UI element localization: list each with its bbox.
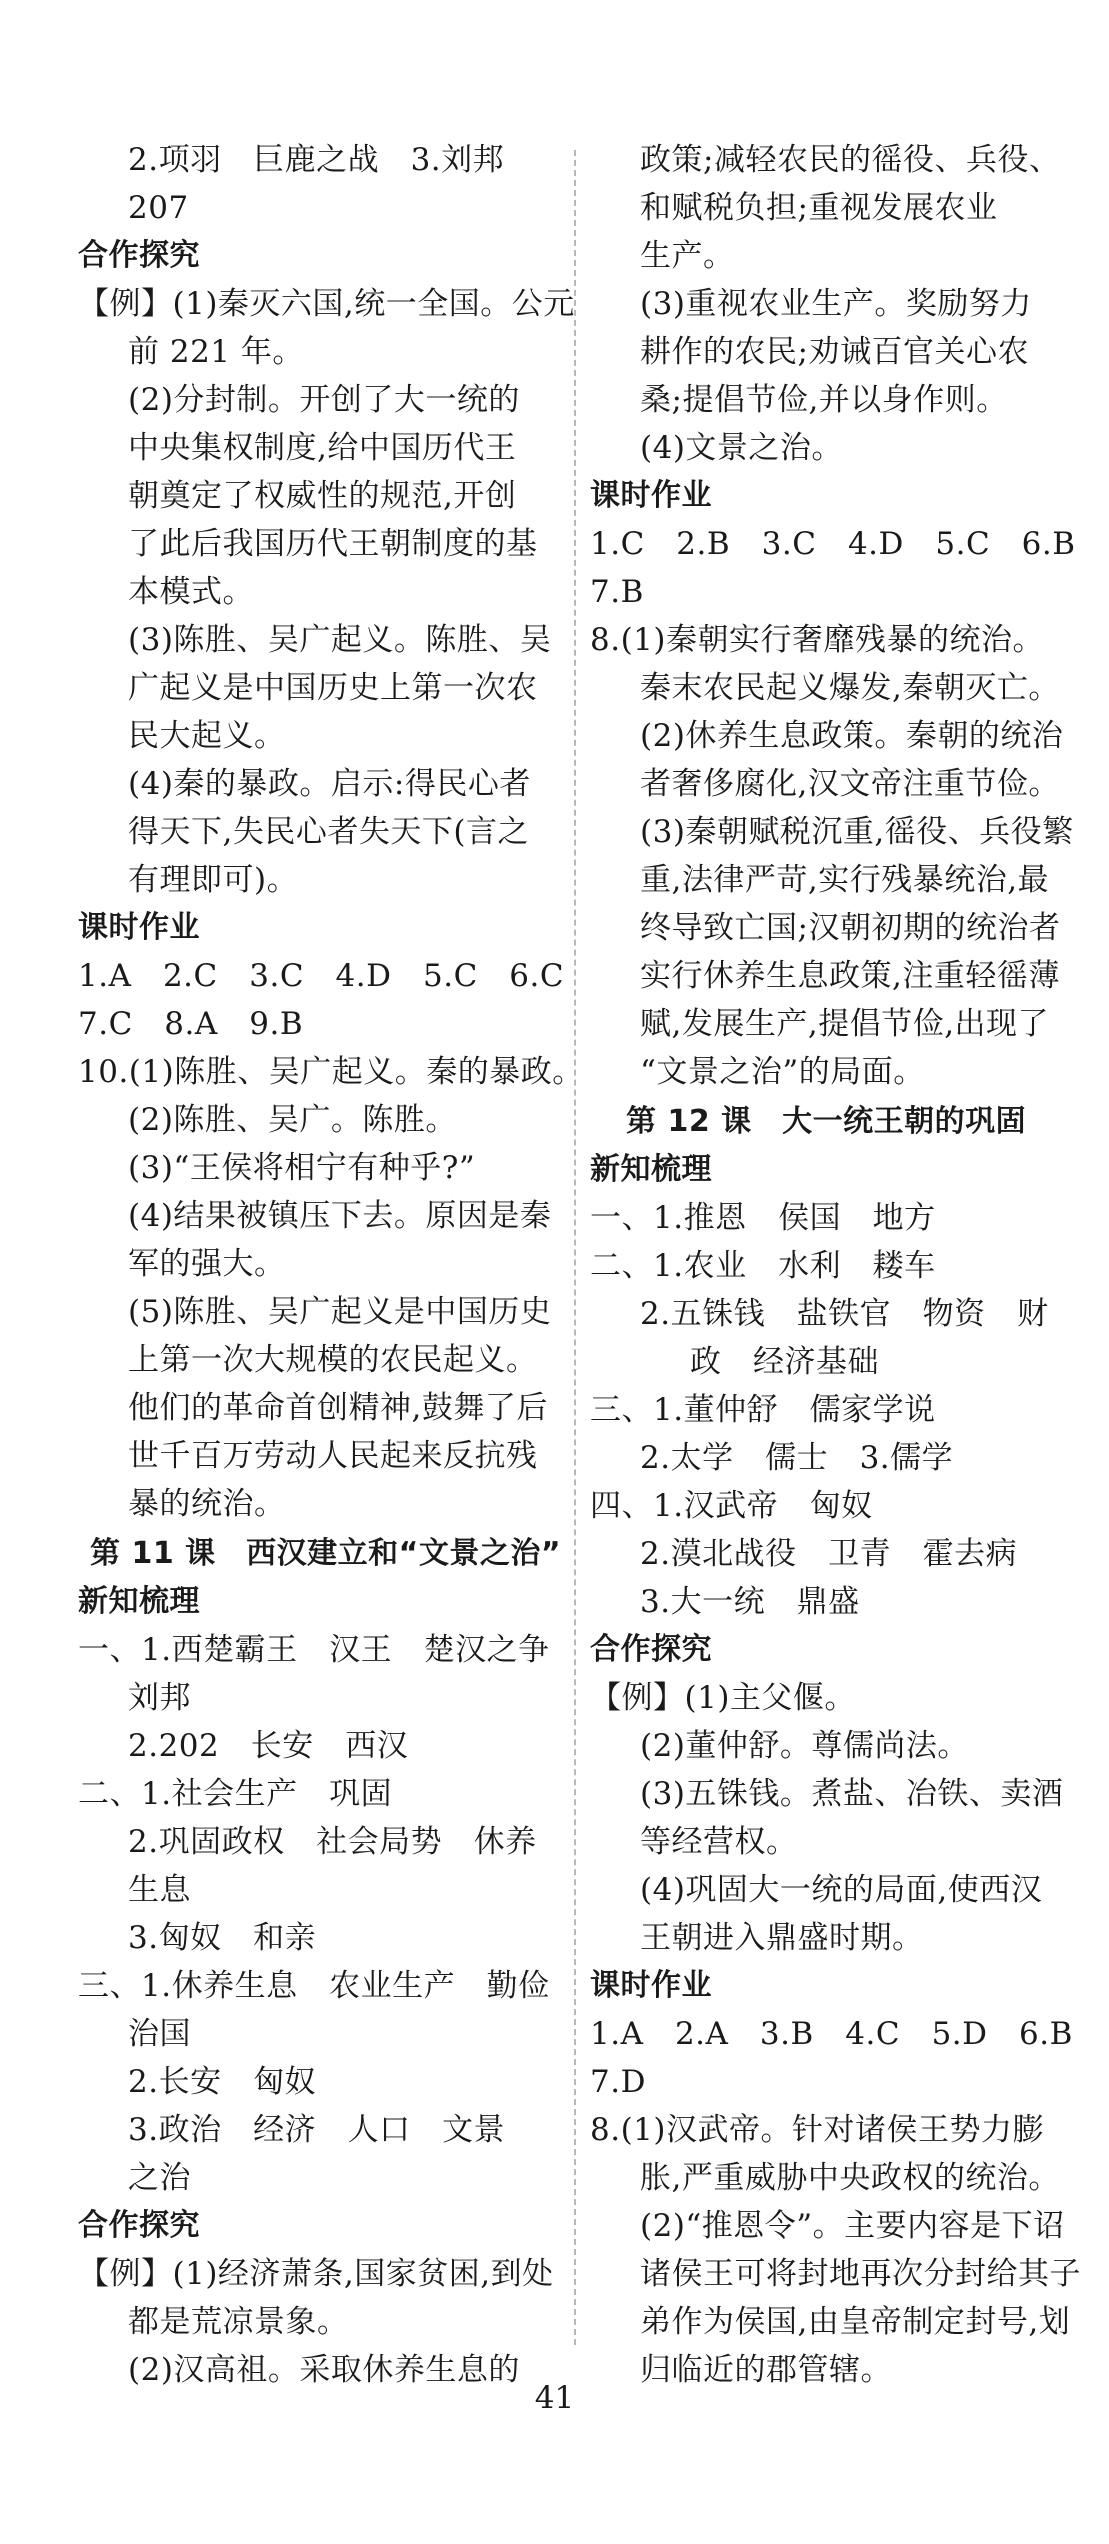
text-line: 军的强大。 bbox=[128, 1246, 286, 1282]
text-line: 政策;减轻农民的徭役、兵役、 bbox=[640, 142, 1061, 178]
text-line: 一、1.西楚霸王 汉王 楚汉之争 bbox=[78, 1632, 550, 1668]
text-line: (2)“推恩令”。主要内容是下诏 bbox=[640, 2208, 1065, 2244]
text-line: 2.太学 儒士 3.儒学 bbox=[640, 1440, 954, 1476]
text-line: (3)“王侯将相宁有种乎?” bbox=[128, 1150, 476, 1186]
answer-key-line: 1.A 2.A 3.B 4.C 5.D 6.B bbox=[590, 2016, 1073, 2052]
section-heading: 新知梳理 bbox=[590, 1152, 712, 1187]
answer-key-line: 7.B bbox=[590, 574, 644, 610]
text-line: 王朝进入鼎盛时期。 bbox=[640, 1920, 924, 1956]
text-line: 弟作为侯国,由皇帝制定封号,划 bbox=[640, 2304, 1071, 2340]
text-line: 民大起义。 bbox=[128, 718, 286, 754]
text-line: 本模式。 bbox=[128, 574, 254, 610]
text-line: (2)汉高祖。采取休养生息的 bbox=[128, 2352, 520, 2388]
section-heading: 课时作业 bbox=[78, 910, 200, 945]
text-line: (4)秦的暴政。启示:得民心者 bbox=[128, 766, 531, 802]
text-line: 赋,发展生产,提倡节俭,出现了 bbox=[640, 1006, 1050, 1042]
text-line: (2)分封制。开创了大一统的 bbox=[128, 382, 520, 418]
text-line: 耕作的农民;劝诫百官关心农 bbox=[640, 334, 1029, 370]
text-line: 有理即可)。 bbox=[128, 862, 299, 898]
section-heading: 课时作业 bbox=[590, 1968, 712, 2003]
text-line: 生产。 bbox=[640, 238, 735, 274]
text-line: 中央集权制度,给中国历代王 bbox=[128, 430, 517, 466]
text-line: 暴的统治。 bbox=[128, 1486, 286, 1522]
text-line: 胀,严重威胁中央政权的统治。 bbox=[640, 2160, 1060, 2196]
text-line: 秦末农民起义爆发,秦朝灭亡。 bbox=[640, 670, 1060, 706]
text-line: 上第一次大规模的农民起义。 bbox=[128, 1342, 538, 1378]
text-line: 归临近的郡管辖。 bbox=[640, 2352, 892, 2388]
page-number: 41 bbox=[534, 2380, 575, 2416]
text-line: 朝奠定了权威性的规范,开创 bbox=[128, 478, 517, 514]
text-line: 8.(1)汉武帝。针对诸侯王势力膨 bbox=[590, 2112, 1044, 2148]
text-line: 了此后我国历代王朝制度的基 bbox=[128, 526, 538, 562]
text-line: 治国 bbox=[128, 2016, 191, 2052]
text-line: 三、1.董仲舒 儒家学说 bbox=[590, 1392, 936, 1428]
text-line: (4)结果被镇压下去。原因是秦 bbox=[128, 1198, 552, 1234]
text-line: (4)文景之治。 bbox=[640, 430, 843, 466]
text-line: (2)休养生息政策。秦朝的统治 bbox=[640, 718, 1064, 754]
text-line: (5)陈胜、吴广起义是中国历史 bbox=[128, 1294, 552, 1330]
text-line: 二、1.社会生产 巩固 bbox=[78, 1776, 393, 1812]
text-line: 【例】(1)主父偃。 bbox=[590, 1680, 856, 1716]
text-line: 前 221 年。 bbox=[128, 334, 304, 370]
section-heading: 课时作业 bbox=[590, 478, 712, 513]
text-line: 和赋税负担;重视发展农业 bbox=[640, 190, 998, 226]
text-line: 终导致亡国;汉朝初期的统治者 bbox=[640, 910, 1061, 946]
text-line: 重,法律严苛,实行残暴统治,最 bbox=[640, 862, 1050, 898]
text-line: 生息 bbox=[128, 1872, 191, 1908]
text-line: 诸侯王可将封地再次分封给其子 bbox=[640, 2256, 1081, 2292]
text-line: 都是荒凉景象。 bbox=[128, 2304, 349, 2340]
column-divider bbox=[574, 150, 576, 2345]
section-heading: 合作探究 bbox=[78, 2208, 200, 2243]
text-line: 8.(1)秦朝实行奢靡残暴的统治。 bbox=[590, 622, 1044, 658]
text-line: 2.五铢钱 盐铁官 物资 财 bbox=[640, 1296, 1049, 1332]
text-line: (2)董仲舒。尊儒尚法。 bbox=[640, 1728, 969, 1764]
text-line: 2.巩固政权 社会局势 休养 bbox=[128, 1824, 537, 1860]
text-line: 二、1.农业 水利 耧车 bbox=[590, 1248, 936, 1284]
text-line: 刘邦 bbox=[128, 1680, 191, 1716]
text-line: 3.政治 经济 人口 文景 bbox=[128, 2112, 506, 2148]
text-line: 之治 bbox=[128, 2160, 191, 2196]
answer-key-line: 7.C 8.A 9.B bbox=[78, 1006, 304, 1042]
text-line: 世千百万劳动人民起来反抗残 bbox=[128, 1438, 538, 1474]
text-line: (3)陈胜、吴广起义。陈胜、吴 bbox=[128, 622, 552, 658]
text-line: 政 经济基础 bbox=[690, 1344, 879, 1380]
text-line: 实行休养生息政策,注重轻徭薄 bbox=[640, 958, 1060, 994]
lesson-title: 第 12 课 大一统王朝的巩固 bbox=[626, 1104, 1027, 1139]
text-line: 2.长安 匈奴 bbox=[128, 2064, 317, 2100]
text-line: (3)五铢钱。煮盐、冶铁、卖酒 bbox=[640, 1776, 1064, 1812]
text-line: (3)重视农业生产。奖励努力 bbox=[640, 286, 1032, 322]
text-line: 四、1.汉武帝 匈奴 bbox=[590, 1488, 873, 1524]
section-heading: 合作探究 bbox=[590, 1632, 712, 1667]
text-line: 者奢侈腐化,汉文帝注重节俭。 bbox=[640, 766, 1060, 802]
answer-key-line: 1.A 2.C 3.C 4.D 5.C 6.C bbox=[78, 958, 565, 994]
text-line: 207 bbox=[128, 190, 189, 226]
text-line: 广起义是中国历史上第一次农 bbox=[128, 670, 538, 706]
section-heading: 合作探究 bbox=[78, 238, 200, 273]
text-line: (4)巩固大一统的局面,使西汉 bbox=[640, 1872, 1043, 1908]
answer-key-line: 1.C 2.B 3.C 4.D 5.C 6.B bbox=[590, 526, 1076, 562]
text-line: 【例】(1)秦灭六国,统一全国。公元 bbox=[78, 286, 575, 322]
text-line: 2.202 长安 西汉 bbox=[128, 1728, 409, 1764]
text-line: 2.项羽 巨鹿之战 3.刘邦 bbox=[128, 142, 505, 178]
text-line: 三、1.休养生息 农业生产 勤俭 bbox=[78, 1968, 550, 2004]
lesson-title: 第 11 课 西汉建立和“文景之治” bbox=[90, 1536, 562, 1571]
text-line: 他们的革命首创精神,鼓舞了后 bbox=[128, 1390, 548, 1426]
text-line: (2)陈胜、吴广。陈胜。 bbox=[128, 1102, 457, 1138]
text-line: 10.(1)陈胜、吴广起义。秦的暴政。 bbox=[78, 1054, 584, 1090]
text-line: 3.大一统 鼎盛 bbox=[640, 1584, 860, 1620]
text-line: “文景之治”的局面。 bbox=[640, 1054, 925, 1090]
text-line: 桑;提倡节俭,并以身作则。 bbox=[640, 382, 1008, 418]
answer-key-line: 7.D bbox=[590, 2064, 646, 2100]
text-line: 2.漠北战役 卫青 霍去病 bbox=[640, 1536, 1018, 1572]
section-heading: 新知梳理 bbox=[78, 1584, 200, 1619]
text-line: 3.匈奴 和亲 bbox=[128, 1920, 317, 1956]
text-line: 一、1.推恩 侯国 地方 bbox=[590, 1200, 936, 1236]
text-line: 【例】(1)经济萧条,国家贫困,到处 bbox=[78, 2256, 554, 2292]
text-line: (3)秦朝赋税沉重,徭役、兵役繁 bbox=[640, 814, 1074, 850]
text-line: 等经营权。 bbox=[640, 1824, 798, 1860]
text-line: 得天下,失民心者失天下(言之 bbox=[128, 814, 529, 850]
